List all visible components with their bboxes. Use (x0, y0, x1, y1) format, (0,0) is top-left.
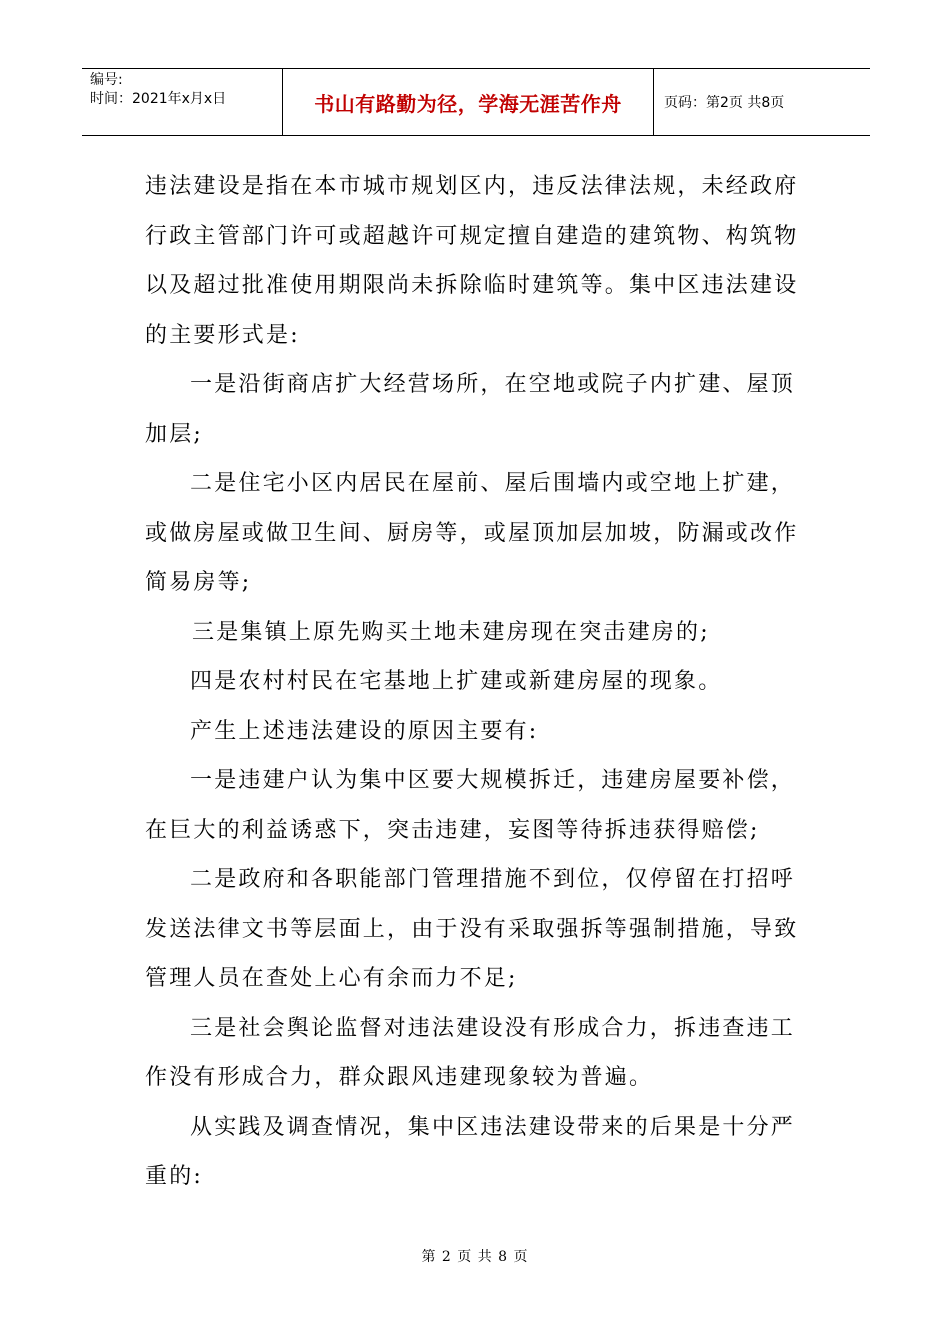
header-page-cell (654, 69, 870, 135)
header-motto-cell (282, 69, 654, 135)
paragraph: 二是政府和各职能部门管理措施不到位，仅停留在打招呼发送法律文书等层面上，由于没有采取强拆等强制措施，导致管理人员在查处上心有余而力不足; (145, 867, 799, 991)
paragraph: 二是住宅小区内居民在屋前、屋后围墙内或空地上扩建，或做房屋或做卫生间、厨房等，或屋顶加层加坡，防漏或改作简易房等; (145, 471, 799, 595)
time-label: 时间：2021年x月x日 (90, 91, 227, 107)
paragraph: 从实践及调查情况，集中区违法建设带来的后果是十分严重的: (145, 1114, 796, 1189)
number-label: 编号: (90, 72, 123, 88)
paragraph: 违法建设是指在本市城市规划区内，违反法律法规，未经政府行政主管部门许可或超越许可规定擅自建造的建筑物、构筑物以及超过批准使用期限尚未拆除临时建筑等。集中区违法建设的主要形式是: (145, 174, 799, 348)
header-page-info: 页码：第2页 共8页 (664, 95, 785, 111)
page-footer: 第 2 页 共 8 页 (421, 1249, 529, 1265)
header-meta (82, 69, 282, 135)
paragraph: 一是沿街商店扩大经营场所，在空地或院子内扩建、屋顶加层; (145, 372, 796, 447)
paragraph: 三是社会舆论监督对违法建设没有形成合力，拆违查违工作没有形成合力，群众跟风违建现象较为普遍。 (145, 1015, 796, 1090)
paragraph: 三是集镇上原先购买土地未建房现在突击建房的; (192, 619, 710, 645)
document-header (82, 68, 870, 136)
header-motto: 书山有路勤为径，学海无涯苦作舟 (314, 91, 622, 116)
paragraph: 一是违建户认为集中区要大规模拆迁，违建房屋要补偿，在巨大的利益诱惑下，突击违建，妄图等待拆违获得赔偿; (145, 768, 796, 843)
paragraph: 四是农村村民在宅基地上扩建或新建房屋的现象。 (190, 669, 723, 694)
document-body (145, 162, 809, 1202)
paragraph: 产生上述违法建设的原因主要有: (190, 718, 539, 744)
